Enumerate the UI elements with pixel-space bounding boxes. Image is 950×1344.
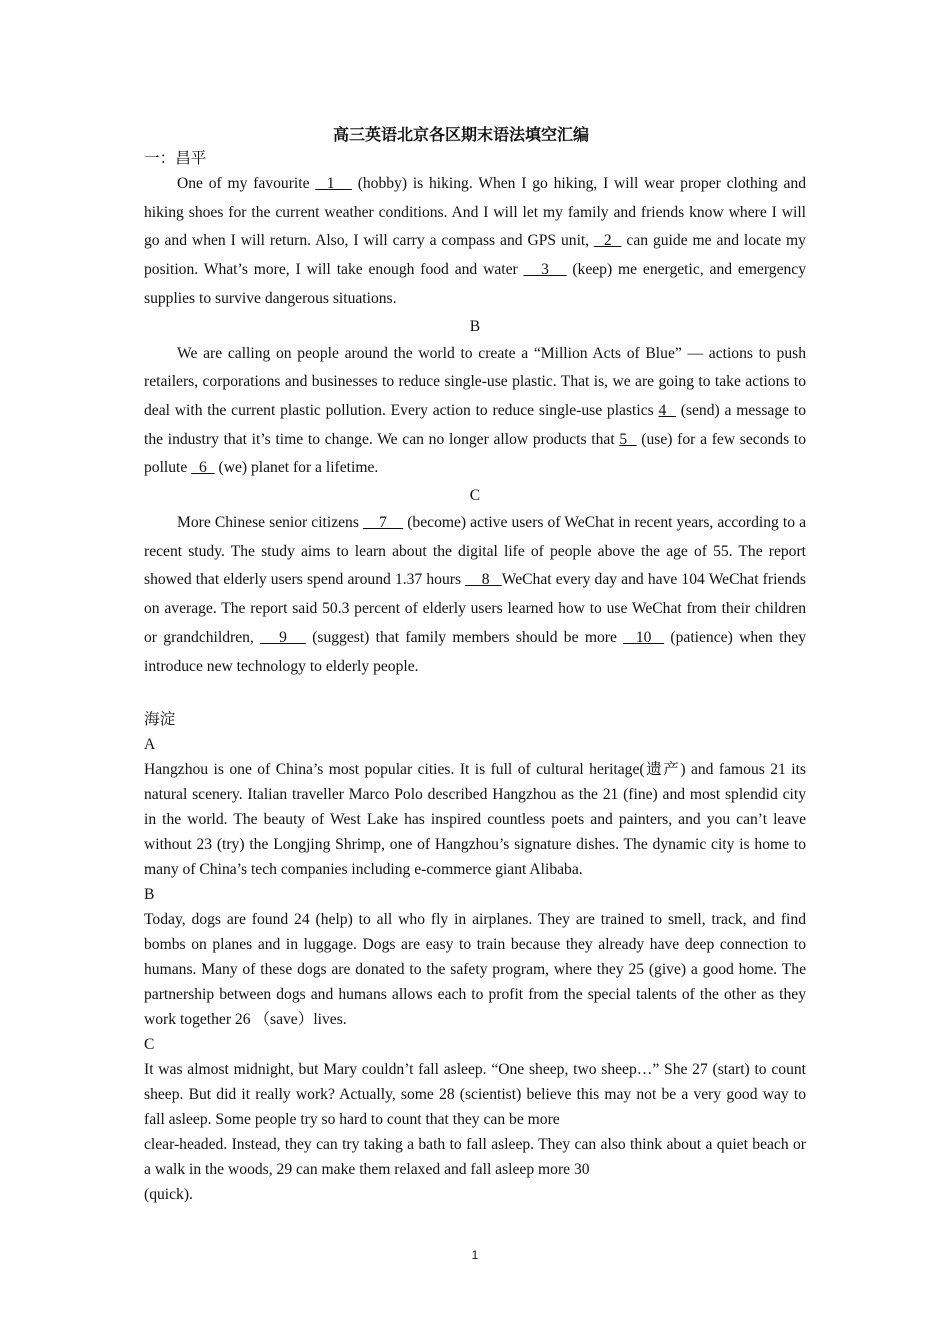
passage-haidian-c-part3: (quick). [144, 1186, 193, 1204]
blank-6: 6 [191, 459, 215, 477]
blank-1: 1 [315, 175, 352, 192]
document-page [144, 126, 806, 1207]
blank-3: 3 [523, 261, 567, 279]
blank-8: 8 [465, 571, 502, 589]
page-title: 高三英语北京各区期末语法填空汇编 [332, 127, 589, 144]
passage-label-c: C [469, 487, 481, 505]
passage-changping-c: More Chinese senior citizens 7 (become) active users of WeChat in recent years, according to a recent study. The study aims to learn about the digital life of people above the age of 55. The report showed that elderly users spend around 1.37 hours 8 WeChat every day and have 104 WeChat friends on average. The report said 50.3 percent of elderly users learned how to use WeChat from their children or grandchildren, 9 (suggest) that family members should be more 10 (patience) when they introduce new technology to elderly people. [144, 514, 807, 675]
section-gap [144, 681, 806, 707]
passage-haidian-b: Today, dogs are found 24 (help) to all who fly in airplanes. They are trained to smell, track, and find bombs on planes and in luggage. Dogs are easy to train because they already have deep connection to humans. Many of these dogs are donated to the safety program, where they 25 (give) a good home. The partnership between dogs and humans allows each to profit from the special talents of the other as they work together 26 （save）lives. [144, 911, 806, 1029]
passage-haidian-c-part2: clear-headed. Instead, they can try taking a bath to fall asleep. They can also think about a quiet beach or a walk in the woods, 29 can make them relaxed and fall asleep more 30 [144, 1136, 806, 1179]
section-heading-changping: 一：昌平 [144, 150, 207, 167]
blank-5: 5 [619, 430, 637, 448]
blank-4: 4 [658, 401, 676, 419]
blank-7: 7 [362, 514, 404, 532]
page-number: 1 [471, 1248, 479, 1262]
passage-haidian-c-part1: It was almost midnight, but Mary couldn’t fall asleep. “One sheep, two sheep…” She 27 (start) to count sheep. But did it really work? Actually, some 28 (scientist) believe this may not be a very good way to fall asleep. Some people try so hard to count that they can be more [144, 1061, 806, 1129]
haidian-label-a: A [144, 736, 156, 754]
blank-9: 9 [260, 628, 306, 646]
passage-haidian-a: Hangzhou is one of China’s most popular cities. It is full of cultural heritage(遗产) and famous 21 its natural scenery. Italian traveller Marco Polo described Hangzhou as the 21 (fine) and most splendid city in the world. The beauty of West Lake has inspired countless poets and painters, and you can’t leave without 23 (try) the Longjing Shrimp, one of Hangzhou’s signature dishes. The dynamic city is home to many of China’s tech companies including e-commerce giant Alibaba. [144, 761, 806, 879]
passage-changping-b: We are calling on people around the world to create a “Million Acts of Blue” — actions to push retailers, corporations and businesses to reduce single-use plastic. That is, we are going to take actions to deal with the current plastic pollution. Every action to reduce single-use plastics 4 (send) a message to the industry that it’s time to change. We can no longer allow products that 5 (use) for a few seconds to pollute 6 (we) planet for a lifetime. [144, 344, 807, 477]
haidian-label-c: C [144, 1036, 155, 1054]
passage-changping-a: One of my favourite 1 (hobby) is hiking. When I go hiking, I will wear proper clothing and hiking shoes for the current weather conditions. And I will let my family and friends know where I will go and when I will return. Also, I will carry a compass and GPS unit, 2 can guide me and locate my position. What’s more, I will take enough food and water 3 (keep) me energetic, and emergency supplies to survive dangerous situations. [144, 175, 807, 307]
blank-10: 10 [623, 628, 665, 646]
section-heading-haidian: 海淀 [144, 711, 176, 729]
blank-2: 2 [594, 232, 622, 250]
haidian-label-b: B [144, 886, 155, 904]
passage-label-b: B [469, 317, 481, 335]
